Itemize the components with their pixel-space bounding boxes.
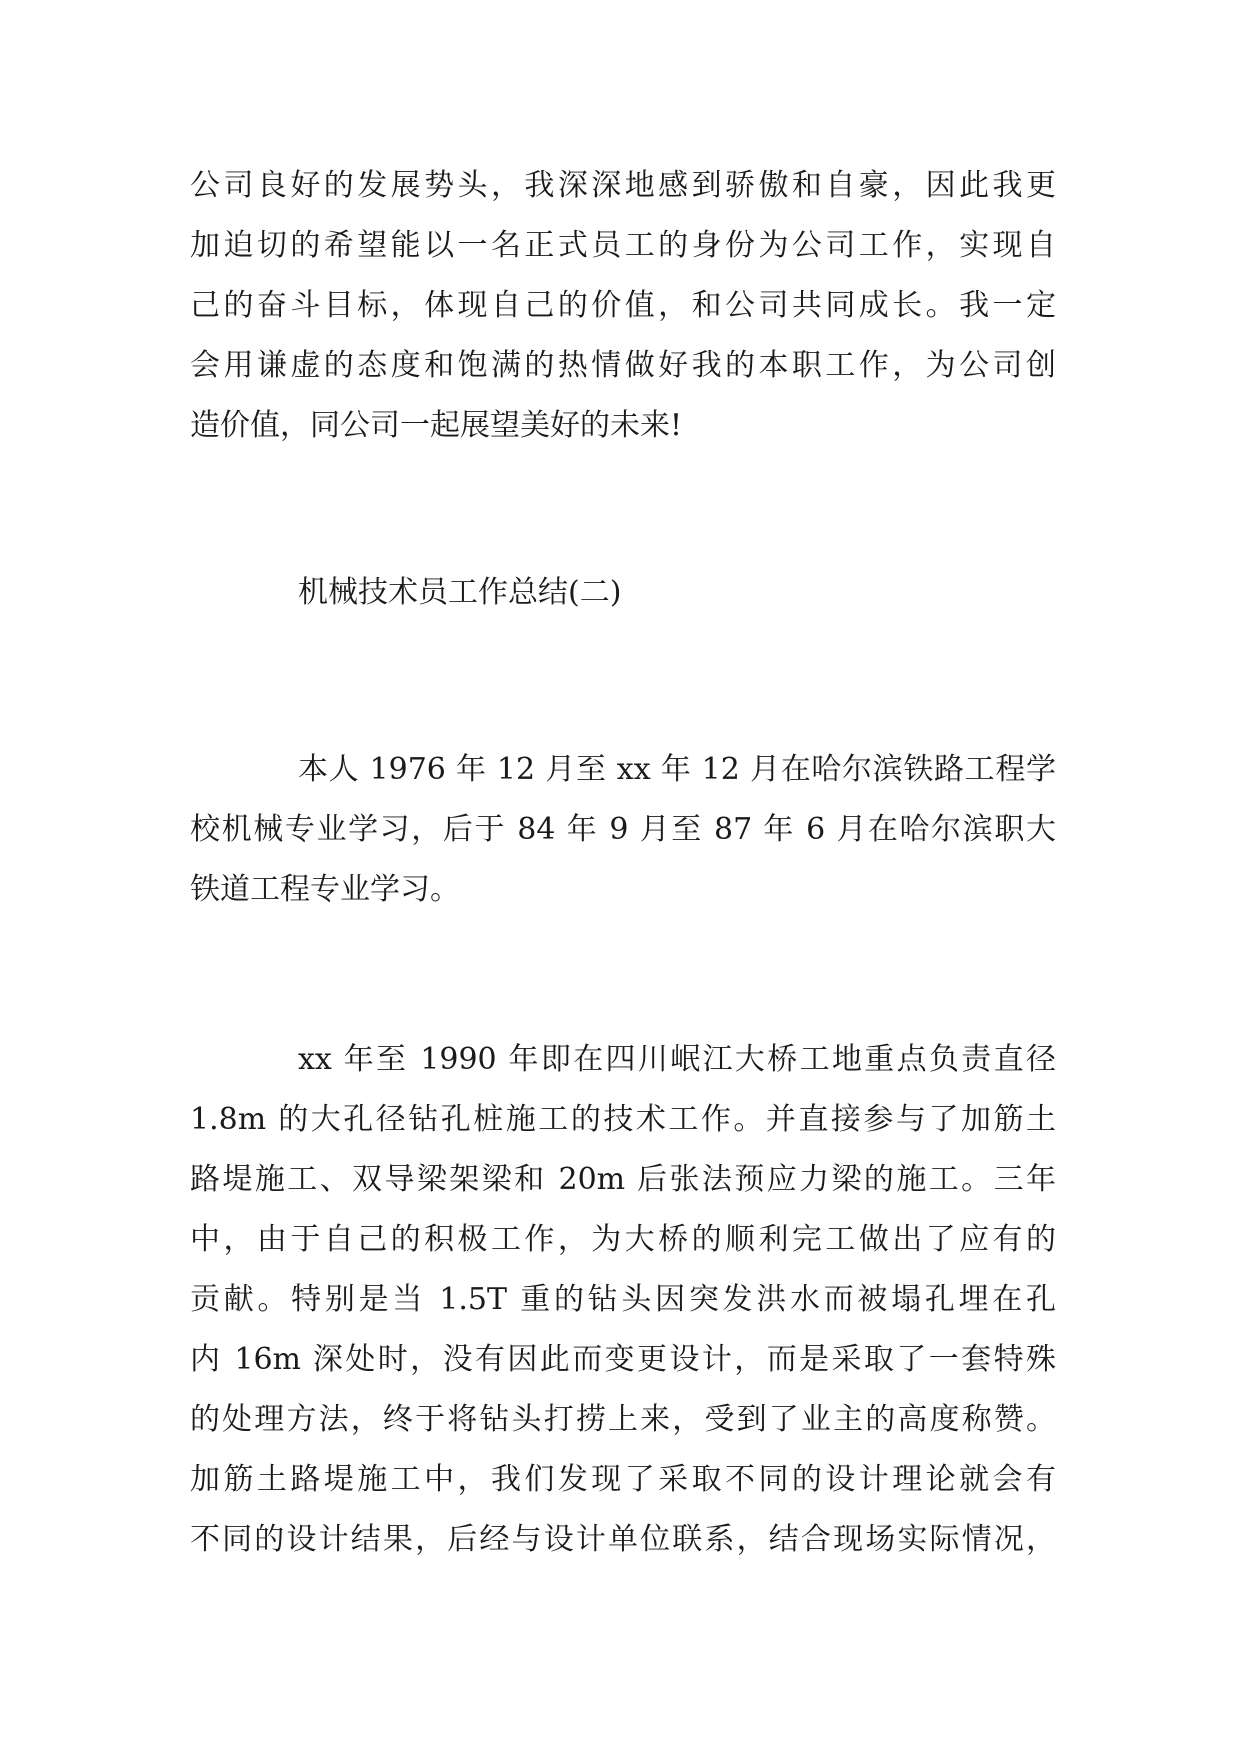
text-line: 加筋土路堤施工中，我们发现了采取不同的设计理论就会有 bbox=[190, 1462, 1056, 1497]
text-line: 的处理方法，终于将钻头打捞上来，受到了业主的高度称赞。 bbox=[190, 1402, 1056, 1437]
text-line: 造价值，同公司一起展望美好的未来! bbox=[190, 408, 683, 443]
text-line: 不同的设计结果，后经与设计单位联系，结合现场实际情况， bbox=[190, 1522, 1056, 1557]
section-heading: 机械技术员工作总结(二) bbox=[298, 575, 622, 610]
text-line: 本人 1976 年 12 月至 xx 年 12 月在哈尔滨铁路工程学 bbox=[298, 752, 1056, 787]
text-line: 公司良好的发展势头，我深深地感到骄傲和自豪，因此我更 bbox=[190, 168, 1056, 203]
text-line: 己的奋斗目标，体现自己的价值，和公司共同成长。我一定 bbox=[190, 288, 1056, 323]
text-line: 校机械专业学习，后于 84 年 9 月至 87 年 6 月在哈尔滨职大 bbox=[190, 812, 1056, 847]
text-line: 路堤施工、双导梁架梁和 20m 后张法预应力梁的施工。三年 bbox=[190, 1162, 1056, 1197]
text-line: xx 年至 1990 年即在四川岷江大桥工地重点负责直径 bbox=[298, 1042, 1056, 1077]
text-line: 加迫切的希望能以一名正式员工的身份为公司工作，实现自 bbox=[190, 228, 1056, 263]
text-line: 内 16m 深处时，没有因此而变更设计，而是采取了一套特殊 bbox=[190, 1342, 1056, 1377]
text-line: 1.8m 的大孔径钻孔桩施工的技术工作。并直接参与了加筋土 bbox=[190, 1102, 1056, 1137]
text-line: 铁道工程专业学习。 bbox=[190, 872, 460, 907]
text-line: 中，由于自己的积极工作，为大桥的顺利完工做出了应有的 bbox=[190, 1222, 1056, 1257]
text-line: 贡献。特别是当 1.5T 重的钻头因突发洪水而被塌孔埋在孔 bbox=[190, 1282, 1056, 1317]
text-line: 会用谦虚的态度和饱满的热情做好我的本职工作，为公司创 bbox=[190, 348, 1056, 383]
